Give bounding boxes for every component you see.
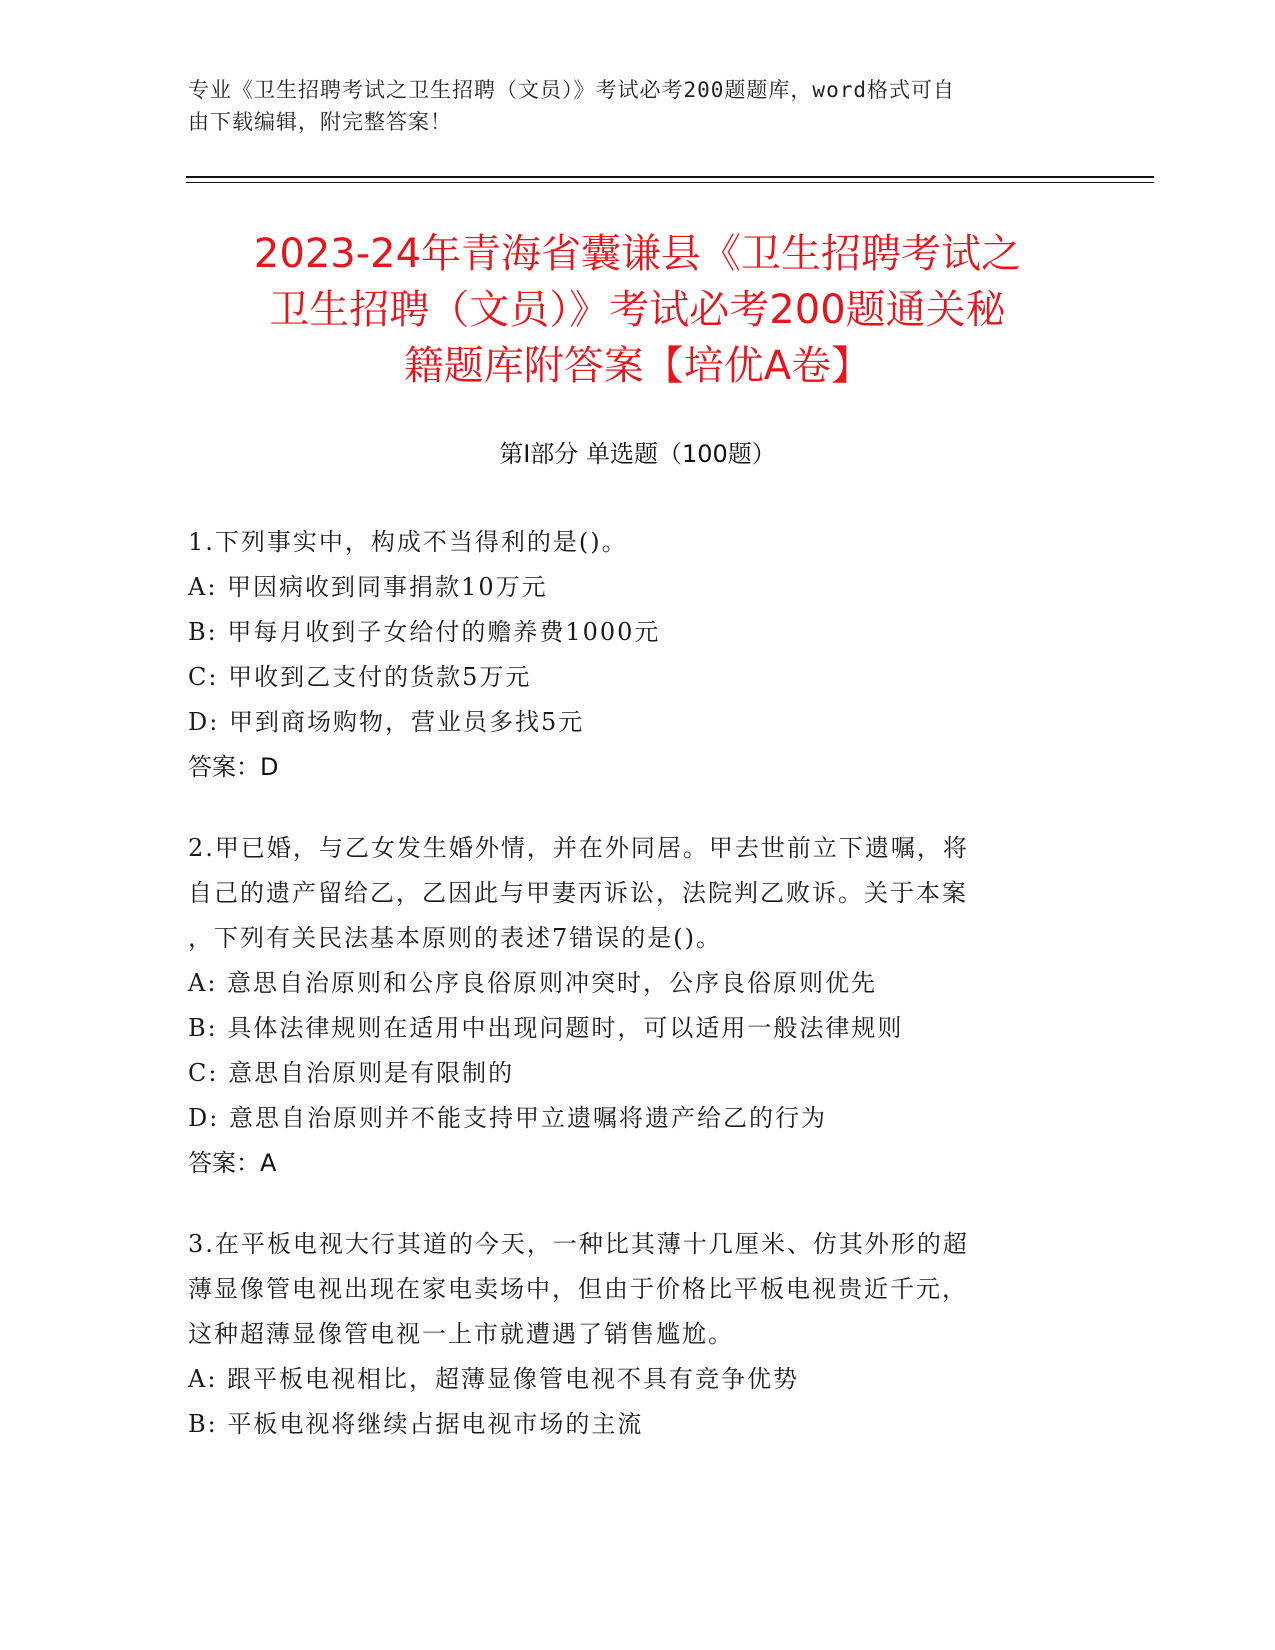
option-b: B: 平板电视将继续占据电视市场的主流	[188, 1410, 644, 1438]
option-c: C: 甲收到乙支付的货款5万元	[188, 663, 532, 691]
section-title: 第Ⅰ部分 单选题（100题）	[499, 440, 776, 468]
question-stem: 自己的遗产留给乙，乙因此与甲妻丙诉讼，法院判乙败诉。关于本案	[188, 879, 968, 907]
option-a: A: 跟平板电视相比，超薄显像管电视不具有竞争优势	[188, 1365, 800, 1393]
question-stem: 2.甲已婚，与乙女发生婚外情，并在外同居。甲去世前立下遗嘱，将	[188, 834, 969, 862]
question-stem: 薄显像管电视出现在家电卖场中，但由于价格比平板电视贵近千元，	[188, 1275, 968, 1303]
title-line: 卫生招聘（文员）》考试必考200题通关秘	[269, 287, 1006, 333]
header-divider-thin	[186, 182, 1154, 183]
question-stem: 1.下列事实中，构成不当得利的是()。	[188, 528, 628, 556]
option-d: D: 甲到商场购物，营业员多找5元	[188, 708, 585, 736]
option-a: A: 意思自治原则和公序良俗原则冲突时，公序良俗原则优先	[188, 969, 878, 997]
question-item	[188, 826, 1068, 1186]
option-d: D: 意思自治原则并不能支持甲立遗嘱将遗产给乙的行为	[188, 1104, 827, 1132]
document-title	[160, 226, 1115, 394]
header-note	[188, 74, 1068, 138]
option-a: A: 甲因病收到同事捐款10万元	[188, 573, 548, 601]
title-line: 籍题库附答案【培优A卷】	[403, 343, 872, 389]
question-stem: 这种超薄显像管电视一上市就遭遇了销售尴尬。	[188, 1320, 734, 1348]
question-item	[188, 520, 1068, 790]
answer-line: 答案：A	[188, 1149, 277, 1177]
question-stem: ，下列有关民法基本原则的表述7错误的是()。	[188, 924, 722, 952]
option-c: C: 意思自治原则是有限制的	[188, 1059, 515, 1087]
question-stem: 3.在平板电视大行其道的今天，一种比其薄十几厘米、仿其外形的超	[188, 1230, 969, 1258]
header-divider-thick	[186, 176, 1154, 178]
header-note-line: 专业《卫生招聘考试之卫生招聘（文员）》考试必考200题题库，word格式可自	[188, 78, 955, 102]
title-line: 2023-24年青海省囊谦县《卫生招聘考试之	[253, 231, 1022, 277]
question-list	[188, 520, 1068, 1483]
option-b: B: 具体法律规则在适用中出现问题时，可以适用一般法律规则	[188, 1014, 904, 1042]
option-b: B: 甲每月收到子女给付的赡养费1000元	[188, 618, 661, 646]
question-item	[188, 1222, 1068, 1447]
header-note-line: 由下载编辑，附完整答案！	[188, 110, 452, 134]
answer-line: 答案：D	[188, 753, 279, 781]
